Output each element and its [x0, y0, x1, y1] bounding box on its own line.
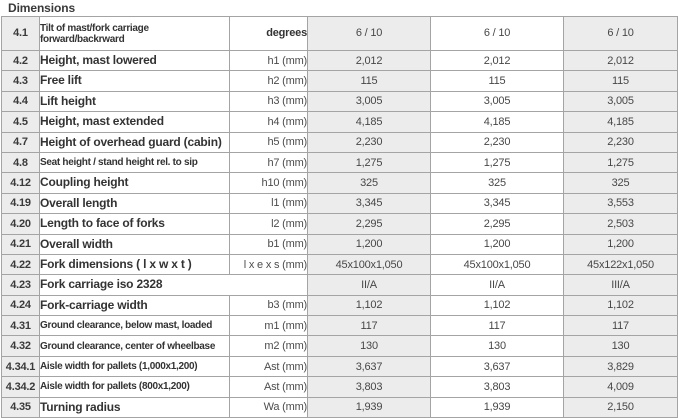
- row-value: 2,150: [564, 397, 678, 417]
- table-row: [2, 91, 678, 111]
- row-code: 4.23: [2, 275, 40, 295]
- row-code: 4.20: [2, 214, 40, 234]
- row-value: 45x100x1,050: [308, 254, 431, 274]
- row-value: 4,185: [431, 112, 564, 132]
- row-description: Tilt of mast/fork carriage forward/backrward: [40, 17, 230, 51]
- row-code: 4.19: [2, 193, 40, 213]
- row-value: 4,009: [564, 377, 678, 397]
- row-value: 4,185: [308, 112, 431, 132]
- row-value: 1,275: [308, 152, 431, 172]
- row-description: Lift height: [40, 91, 230, 111]
- row-value: 3,637: [308, 356, 431, 376]
- table-row: [2, 132, 678, 152]
- table-row: [2, 254, 678, 274]
- table-row: [2, 275, 678, 295]
- row-value: 2,230: [431, 132, 564, 152]
- row-description: Length to face of forks: [40, 214, 230, 234]
- dimensions-table-body: [2, 17, 678, 418]
- table-row: [2, 316, 678, 336]
- row-unit: degrees: [230, 17, 308, 51]
- row-description: Height, mast lowered: [40, 51, 230, 71]
- row-value: 1,102: [308, 295, 431, 315]
- row-code: 4.32: [2, 336, 40, 356]
- table-row: [2, 51, 678, 71]
- row-value: 3,803: [431, 377, 564, 397]
- row-code: 4.24: [2, 295, 40, 315]
- row-value: 6 / 10: [308, 17, 431, 51]
- row-value: 3,553: [564, 193, 678, 213]
- row-description: Aisle width for pallets (800x1,200): [40, 377, 230, 397]
- table-row: [2, 152, 678, 172]
- row-unit: b1 (mm): [230, 234, 308, 254]
- row-value: 325: [431, 173, 564, 193]
- row-code: 4.8: [2, 152, 40, 172]
- row-description: Aisle width for pallets (1,000x1,200): [40, 356, 230, 376]
- row-value: 115: [564, 71, 678, 91]
- row-value: 45x100x1,050: [431, 254, 564, 274]
- row-value: 2,503: [564, 214, 678, 234]
- row-value: 1,200: [308, 234, 431, 254]
- row-code: 4.31: [2, 316, 40, 336]
- row-value: 3,345: [308, 193, 431, 213]
- row-description: Ground clearance, center of wheelbase: [40, 336, 230, 356]
- row-unit: l1 (mm): [230, 193, 308, 213]
- row-value: 3,345: [431, 193, 564, 213]
- row-value: 3,637: [431, 356, 564, 376]
- row-code: 4.7: [2, 132, 40, 152]
- row-description: Fork-carriage width: [40, 295, 230, 315]
- row-value: 2,012: [564, 51, 678, 71]
- row-unit: m2 (mm): [230, 336, 308, 356]
- row-value: 115: [431, 71, 564, 91]
- row-description: Overall length: [40, 193, 230, 213]
- row-value: 2,012: [308, 51, 431, 71]
- row-code: 4.3: [2, 71, 40, 91]
- row-value: 1,275: [431, 152, 564, 172]
- row-description: Height of overhead guard (cabin): [40, 132, 230, 152]
- row-description: Turning radius: [40, 397, 230, 417]
- table-row: [2, 173, 678, 193]
- row-value: II/A: [431, 275, 564, 295]
- row-description: Ground clearance, below mast, loaded: [40, 316, 230, 336]
- row-value: 3,005: [564, 91, 678, 111]
- row-value: 1,200: [564, 234, 678, 254]
- row-unit: h5 (mm): [230, 132, 308, 152]
- row-value: 117: [431, 316, 564, 336]
- row-value: 6 / 10: [564, 17, 678, 51]
- row-value: 1,275: [564, 152, 678, 172]
- row-unit: h10 (mm): [230, 173, 308, 193]
- row-description: Free lift: [40, 71, 230, 91]
- row-description: Fork carriage iso 2328: [40, 275, 308, 295]
- row-description: Height, mast extended: [40, 112, 230, 132]
- row-value: 6 / 10: [431, 17, 564, 51]
- row-value: 3,829: [564, 356, 678, 376]
- row-value: III/A: [564, 275, 678, 295]
- row-value: 2,230: [308, 132, 431, 152]
- row-value: 1,939: [431, 397, 564, 417]
- row-value: 2,230: [564, 132, 678, 152]
- row-value: 45x122x1,050: [564, 254, 678, 274]
- row-value: 4,185: [564, 112, 678, 132]
- row-value: 325: [308, 173, 431, 193]
- table-row: [2, 336, 678, 356]
- row-value: 1,102: [564, 295, 678, 315]
- row-description: Fork dimensions ( l x w x t ): [40, 254, 230, 274]
- row-description: Coupling height: [40, 173, 230, 193]
- row-value: 115: [308, 71, 431, 91]
- table-row: [2, 295, 678, 315]
- row-value: 130: [308, 336, 431, 356]
- row-description: Seat height / stand height rel. to sip: [40, 152, 230, 172]
- row-unit: Wa (mm): [230, 397, 308, 417]
- row-unit: l x e x s (mm): [230, 254, 308, 274]
- row-unit: h4 (mm): [230, 112, 308, 132]
- row-value: 1,102: [431, 295, 564, 315]
- row-code: 4.22: [2, 254, 40, 274]
- row-code: 4.34.1: [2, 356, 40, 376]
- row-description: Overall width: [40, 234, 230, 254]
- table-row: [2, 193, 678, 213]
- row-value: 325: [564, 173, 678, 193]
- dimensions-table: [1, 16, 678, 418]
- row-value: 2,295: [308, 214, 431, 234]
- row-value: 3,005: [431, 91, 564, 111]
- table-row: [2, 71, 678, 91]
- row-unit: Ast (mm): [230, 356, 308, 376]
- table-row: [2, 17, 678, 51]
- table-row: [2, 397, 678, 417]
- row-value: 3,005: [308, 91, 431, 111]
- table-row: [2, 356, 678, 376]
- row-value: 1,939: [308, 397, 431, 417]
- row-code: 4.4: [2, 91, 40, 111]
- row-code: 4.1: [2, 17, 40, 51]
- row-value: II/A: [308, 275, 431, 295]
- row-code: 4.34.2: [2, 377, 40, 397]
- row-value: 130: [431, 336, 564, 356]
- row-unit: b3 (mm): [230, 295, 308, 315]
- row-unit: h1 (mm): [230, 51, 308, 71]
- row-unit: h3 (mm): [230, 91, 308, 111]
- row-value: 2,012: [431, 51, 564, 71]
- table-row: [2, 214, 678, 234]
- row-code: 4.12: [2, 173, 40, 193]
- row-value: 130: [564, 336, 678, 356]
- table-row: [2, 377, 678, 397]
- row-code: 4.35: [2, 397, 40, 417]
- row-code: 4.5: [2, 112, 40, 132]
- section-title: Dimensions: [8, 1, 76, 15]
- row-code: 4.21: [2, 234, 40, 254]
- row-value: 1,200: [431, 234, 564, 254]
- table-row: [2, 112, 678, 132]
- row-value: 2,295: [431, 214, 564, 234]
- row-value: 117: [564, 316, 678, 336]
- row-value: 117: [308, 316, 431, 336]
- row-unit: h2 (mm): [230, 71, 308, 91]
- row-unit: l2 (mm): [230, 214, 308, 234]
- row-value: 3,803: [308, 377, 431, 397]
- row-unit: Ast (mm): [230, 377, 308, 397]
- row-unit: m1 (mm): [230, 316, 308, 336]
- row-unit: h7 (mm): [230, 152, 308, 172]
- row-code: 4.2: [2, 51, 40, 71]
- table-row: [2, 234, 678, 254]
